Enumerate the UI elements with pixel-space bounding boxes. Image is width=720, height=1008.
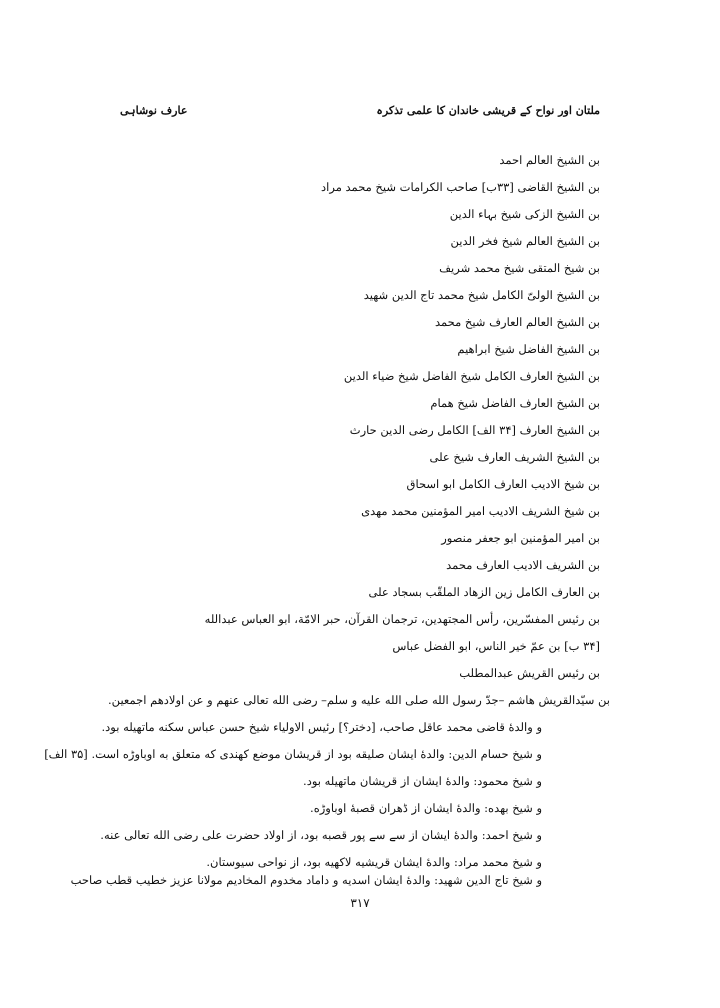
genealogy-line: بن شیخ المتقی شیخ محمد شریف bbox=[439, 261, 600, 275]
note-line: و شیخ احمد: والدهٔ ایشان از سے سے پور قصبه بود، از اولاد حضرت علی رضی الله تعالی عنه. bbox=[100, 828, 542, 842]
genealogy-line: بن الشیخ الشریف العارف شیخ علی bbox=[429, 450, 600, 464]
genealogy-line: بن الشیخ العارف [۳۴ الف] الکامل رضی الدین حارث bbox=[349, 423, 600, 437]
genealogy-line: بن الشیخ العالم العارف شیخ محمد bbox=[434, 315, 600, 329]
genealogy-line: بن الشیخ القاضی [۳۳ب] صاحب الکرامات شیخ محمد مراد bbox=[321, 180, 600, 194]
genealogy-line: بن سیّدالقریش هاشم –جدّ رسول الله صلی الله علیه و سلم– رضی الله تعالی عنهم و عن اولادهم اجمعین. bbox=[108, 693, 610, 707]
genealogy-line: بن الشریف الادیب العارف محمد bbox=[446, 558, 600, 572]
genealogy-line: بن الشیخ العالم احمد bbox=[499, 153, 600, 167]
genealogy-line: بن شیخ الادیب العارف الکامل ابو اسحاق bbox=[406, 477, 600, 491]
genealogy-line: [۳۴ ب] بن عمّ خیر الناس، ابو الفضل عباس bbox=[392, 639, 600, 653]
note-line: و شیخ بهده: والدهٔ ایشان از ڈهران قصبهٔ اوباوڑه. bbox=[310, 801, 542, 815]
note-line: و شیخ محمود: والدهٔ ایشان از قریشان ماتهیله بود. bbox=[303, 774, 542, 788]
header-author: عارف نوشاہی bbox=[120, 104, 188, 117]
note-line: و شیخ حسام الدین: والدهٔ ایشان صلیقه بود از قریشان موضع کهندی که متعلق به اوباوڑه است. [۳۵ الف] bbox=[44, 747, 542, 761]
page-number: ۳۱۷ bbox=[350, 896, 370, 910]
note-line: و شیخ محمد مراد: والدهٔ ایشان قریشیه لاکهیه بود، از نواحی سیوستان. bbox=[206, 855, 542, 869]
header-title: ملتان اور نواح کے قریشی خاندان کا علمی تذکرہ bbox=[376, 104, 600, 117]
genealogy-line: بن الشیخ الزکی شیخ بہاء الدین bbox=[449, 207, 600, 221]
genealogy-line: بن الشیخ الولیّ الکامل شیخ محمد تاج الدین شهید bbox=[363, 288, 600, 302]
genealogy-line: بن الشیخ العارف الکامل شیخ الفاضل شیخ ضیاء الدین bbox=[343, 369, 600, 383]
genealogy-line: بن شیخ الشریف الادیب امیر المؤمنین محمد مهدی bbox=[361, 504, 600, 518]
genealogy-line: بن الشیخ الفاضل شیخ ابراهیم bbox=[457, 342, 600, 356]
genealogy-line: بن الشیخ العارف الفاضل شیخ همام bbox=[430, 396, 600, 410]
genealogy-line: بن امیر المؤمنین ابو جعفر منصور bbox=[441, 531, 600, 545]
running-header bbox=[120, 104, 600, 124]
genealogy-line: بن الشیخ العالم شیخ فخر الدین bbox=[450, 234, 600, 248]
note-line: و والدهٔ قاضی محمد عاقل صاحب، [دختر؟] رئیس الاولیاء شیخ حسن عباس سکنه ماتهیله بود. bbox=[101, 720, 542, 734]
genealogy-line: بن العارف الکامل زین الزهاد الملقّب بسجاد علی bbox=[368, 585, 600, 599]
genealogy-line: بن رئیس المفسّرین، رأس المجتهدین، ترجمان القرآن، حبر الامّة، ابو العباس عبدالله bbox=[204, 612, 600, 626]
note-line: و شیخ تاج الدین شهید: والدهٔ ایشان اسدیه و داماد مخدوم المخادیم مولانا عزیز خطیب قطب صاحب bbox=[70, 873, 542, 887]
genealogy-line: بن رئیس القریش عبدالمطلب bbox=[459, 666, 600, 680]
